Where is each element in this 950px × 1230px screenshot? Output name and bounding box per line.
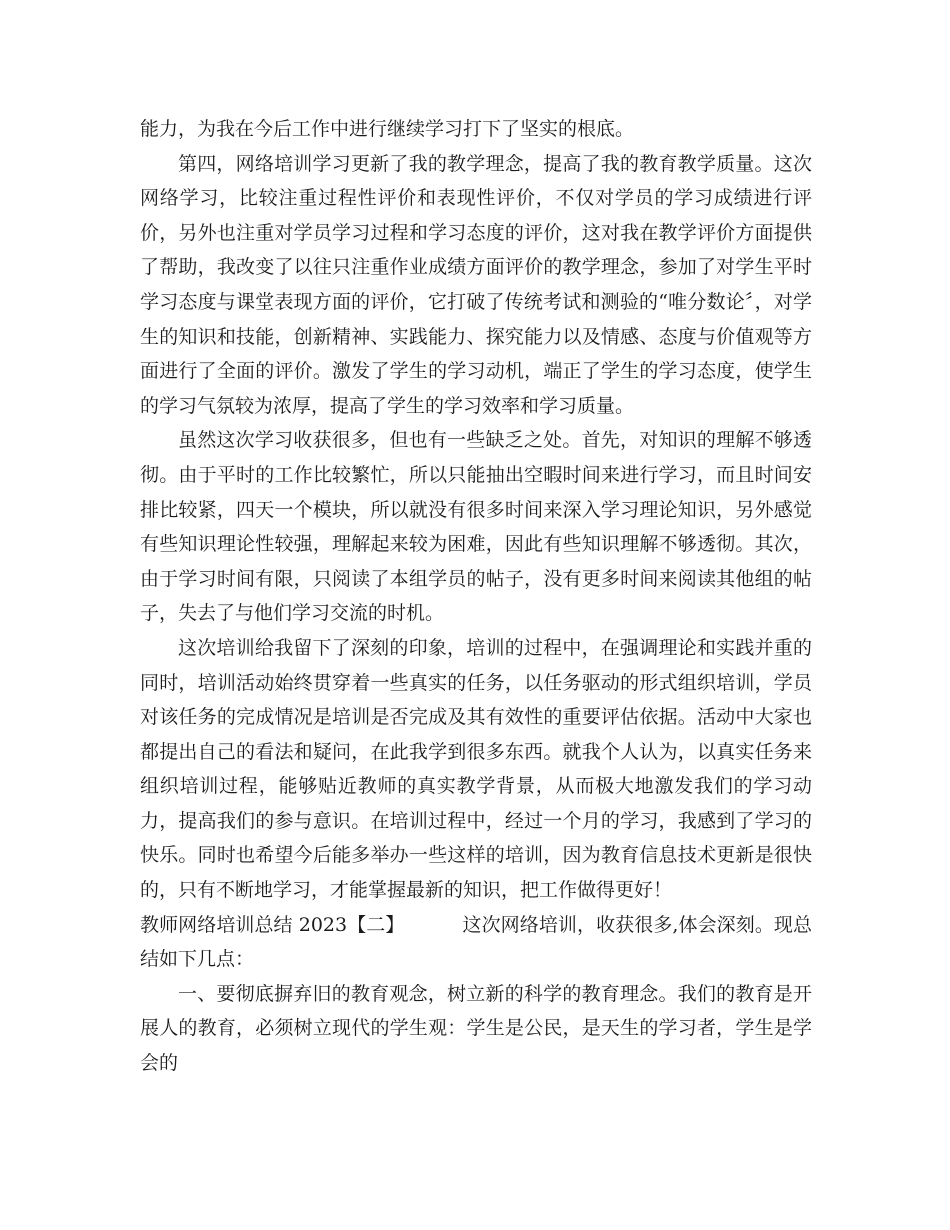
paragraph-first-point: 一、要彻底摒弃旧的教育观念，树立新的科学的教育理念。我们的教育是开展人的教育，必须树立现代的学生观：学生是公民，是天生的学习者，学生是学会的 <box>140 982 812 1075</box>
paragraph-impressions: 这次培训给我留下了深刻的印象，培训的过程中，在强调理论和实践并重的同时，培训活动始终贯穿着一些真实的任务，以任务驱动的形式组织培训，学员对该任务的完成情况是培训是否完成及其有效性的重要评估依据。活动中大家也都提出自己的看法和疑问，在此我学到很多东西。就我个人认为，以真实任务来组织培训过程，能够贴近教师的真实教学背景，从而极大地激发我们的学习动力，提高我们的参与意识。在培训过程中，经过一个月的学习，我感到了学习的快乐。同时也希望今后能多举办一些这样的培训，因为教育信息技术更新是很快的，只有不断地学习，才能掌握最新的知识，把工作做得更好！ <box>140 636 812 902</box>
paragraph-fourth-point: 第四，网络培训学习更新了我的教学理念，提高了我的教育教学质量。这次网络学习，比较注重过程性评价和表现性评价，不仅对学员的学习成绩进行评价，另外也注重对学员学习过程和学习态度的评价，这对我在教学评价方面提供了帮助，我改变了以往只注重作业成绩方面评价的教学理念，参加了对学生平时学习态度与课堂表现方面的评价，它打破了传统考试和测验的“唯分数论〞，对学生的知识和技能，创新精神、实践能力、探究能力以及情感、态度与价值观等方面进行了全面的评价。激发了学生的学习动机，端正了学生的学习态度，使学生的学习气氛较为浓厚，提高了学生的学习效率和学习质量。 <box>140 152 812 417</box>
paragraph-shortcomings: 虽然这次学习收获很多，但也有一些缺乏之处。首先，对知识的理解不够透彻。由于平时的工作比较繁忙，所以只能抽出空暇时间来进行学习，而且时间安排比较紧，四天一个模块，所以就没有很多时间来深入学习理论知识，另外感觉有些知识理论性较强，理解起来较为困难，因此有些知识理解不够透彻。其次，由于学习时间有限，只阅读了本组学员的帖子，没有更多时间来阅读其他组的帖子，失去了与他们学习交流的时机。 <box>140 429 812 625</box>
paragraph-continuation: 能力，为我在今后工作中进行继续学习打下了坚实的根底。 <box>140 118 635 140</box>
section-intro: 这次网络培训，收获很多,体会深刻。现总结如下几点： <box>140 913 812 971</box>
section-heading-line <box>140 908 812 977</box>
section-title: 教师网络培训总结 2023【二】 <box>140 913 405 936</box>
document-page <box>140 112 812 1081</box>
